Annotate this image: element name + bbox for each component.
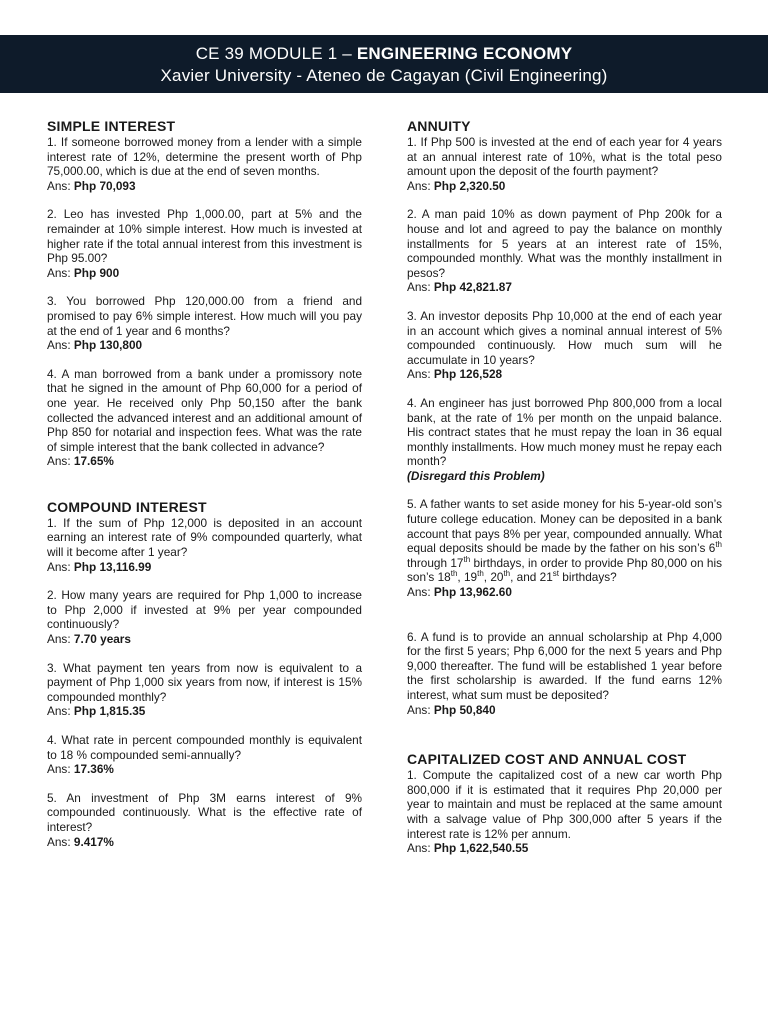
problem-text-part: birthdays, in order to provide Php 80,000 on his son’s 18 — [407, 555, 722, 585]
answer-label: Ans: — [407, 367, 434, 382]
answer-label: Ans: — [47, 834, 74, 849]
answer-value: Php 13,116.99 — [73, 559, 152, 574]
answer-value: 7.70 years — [73, 632, 131, 647]
answer-value: Php 2,320.50 — [433, 178, 506, 193]
answer-label: Ans: — [407, 178, 434, 193]
answer-value: Php 1,815.35 — [73, 704, 146, 719]
answer-value: Php 1,622,540.55 — [433, 841, 529, 856]
section-title-simple-interest: SIMPLE INTEREST — [47, 118, 176, 134]
answer-value: Php 130,800 — [73, 338, 143, 353]
answer-label: Ans: — [407, 585, 434, 600]
problem-text-part: , 19 — [457, 570, 478, 585]
problem-text: 2. How many years are required for Php 1,000 to increase to Php 2,000 if invested at 9% per year compounded continuously? — [47, 588, 362, 632]
problem-text: 1. If Php 500 is invested at the end of each year for 4 years at an annual interest rate of 10%, what is the total peso amount upon the deposit of the fourth payment? — [407, 135, 722, 179]
problem-text: 3. What payment ten years from now is equivalent to a payment of Php 1,000 six years from now, if interest is 15% compounded monthly? — [47, 660, 362, 704]
problem-text: 4. What rate in percent compounded monthly is equivalent to 18 % compounded semi-annually? — [47, 733, 362, 762]
answer-line — [47, 338, 362, 353]
problem-text: 2. A man paid 10% as down payment of Php 200k for a house and lot and agreed to pay the balance on monthly installments for 5 years at an interest rate of 15%, compounded monthly. What was the monthly installment in pesos? — [407, 207, 722, 280]
answer-value: 17.36% — [73, 762, 114, 777]
answer-label: Ans: — [407, 841, 434, 856]
problem-text: 1. If someone borrowed money from a lender with a simple interest rate of 12%, determine the present worth of Php 75,000.00, which is due at the end of seven months. — [47, 135, 362, 179]
answer-line — [407, 703, 722, 718]
answer-value: Php 70,093 — [73, 178, 136, 193]
answer-value: Php 126,528 — [433, 367, 503, 382]
ordinal-suffix: th — [715, 540, 722, 550]
problem-text: 4. An engineer has just borrowed Php 800,000 from a local bank, at the rate of 1% per month on the unpaid balance. His contract states that he must repay the loan in 36 equal monthly installments. How much money must he repay each month? — [407, 395, 722, 469]
problem-text: 5. An investment of Php 3M earns interest of 9% compounded continuously. What is the effective rate of interest? — [47, 790, 362, 834]
header-title-prefix: CE 39 MODULE 1 – — [195, 44, 357, 63]
problem-text: 4. A man borrowed from a bank under a promissory note that he signed in the amount of Php 60,000 for a period of one year. He received only Php 50,150 after the bank collected the advanced interest and an additional amount of Php 850 for notarial and inspection fees. What was the rate of simple interest that the bank collected in advance? — [47, 366, 362, 454]
answer-label: Ans: — [47, 338, 74, 353]
header-subtitle: Xavier University - Ateneo de Cagayan (Civil Engineering) — [160, 66, 608, 85]
answer-line — [47, 835, 362, 850]
answer-value: 9.417% — [73, 834, 114, 849]
answer-line — [407, 585, 722, 600]
answer-line — [47, 632, 362, 647]
problem-text-part: birthdays? — [559, 570, 617, 585]
left-column — [47, 118, 362, 849]
answer-label: Ans: — [407, 702, 434, 717]
answer-value: Php 42,821.87 — [433, 280, 512, 295]
problem-text: 2. Leo has invested Php 1,000.00, part at 5% and the remainder at 10% simple interest. How much is invested at higher rate if the total annual interest from this investment is Php 95.00? — [47, 207, 362, 266]
answer-label: Ans: — [47, 704, 74, 719]
ordinal-suffix: th — [477, 569, 484, 579]
answer-line — [407, 367, 722, 382]
problem-text: 3. An investor deposits Php 10,000 at the end of each year in an account which gives a nominal annual interest of 5% compounded continuously. How much sum will he accumulate in 10 years? — [407, 308, 722, 367]
ordinal-suffix: st — [552, 569, 559, 579]
answer-line — [47, 762, 362, 777]
answer-line — [47, 179, 362, 194]
answer-label: Ans: — [47, 178, 74, 193]
answer-line — [47, 560, 362, 575]
section-title-annuity: ANNUITY — [407, 118, 471, 134]
problem-text-part: , 20 — [483, 570, 504, 585]
answer-line — [47, 454, 362, 469]
problem-text: 3. You borrowed Php 120,000.00 from a friend and promised to pay 6% simple interest. How much will you pay at the end of 1 year and 6 months? — [47, 294, 362, 338]
problem-text: 6. A fund is to provide an annual scholarship at Php 4,000 for the first 5 years; Php 6,000 for the next 5 years and Php 9,000 thereafter. The fund will be established 1 year before the first scholarship is awarded. If the fund earns 12% interest, what sum must be deposited? — [407, 629, 722, 702]
problem-text: 1. If the sum of Php 12,000 is deposited in an account earning an interest rate of 9% compounded quarterly, what will it become after 1 year? — [47, 515, 362, 560]
header-title-bold: ENGINEERING ECONOMY — [356, 44, 573, 63]
disregard-note: (Disregard this Problem) — [407, 468, 545, 483]
answer-value: Php 13,962.60 — [433, 585, 512, 600]
answer-value: 17.65% — [73, 454, 114, 469]
answer-label: Ans: — [47, 762, 74, 777]
problem-text — [407, 497, 722, 585]
answer-line — [407, 841, 722, 856]
answer-label: Ans: — [47, 265, 74, 280]
problem-text-part: through 17 — [407, 555, 464, 570]
answer-line — [47, 266, 362, 281]
right-column — [407, 118, 722, 856]
answer-label: Ans: — [407, 280, 434, 295]
section-title-capitalized-cost: CAPITALIZED COST AND ANNUAL COST — [407, 751, 687, 768]
answer-line — [407, 179, 722, 194]
problem-text: 1. Compute the capitalized cost of a new car worth Php 800,000 if it is estimated that it requires Php 20,000 per year to maintain and must be replaced at the same amount with a salvage value of Php 300,000 after 5 years if the interest rate is 12% per annum. — [407, 768, 722, 841]
header-title — [0, 35, 768, 65]
ordinal-suffix: th — [463, 554, 471, 564]
answer-label: Ans: — [47, 454, 74, 469]
document-header — [0, 35, 768, 93]
problem-text-part: , and 21 — [510, 570, 553, 585]
answer-value: Php 900 — [73, 265, 120, 280]
ordinal-suffix: th — [450, 569, 458, 579]
problem-text-part: 5. A father wants to set aside money for his 5-year-old son’s future college education. Money can be deposited in a bank account that pays 8% per year, compounded annually. What equal deposits should be made by the father on his son’s 6 — [407, 497, 722, 556]
answer-label: Ans: — [47, 632, 74, 647]
answer-label: Ans: — [47, 559, 74, 574]
answer-line — [47, 704, 362, 719]
answer-value: Php 50,840 — [433, 702, 496, 717]
answer-line — [407, 280, 722, 295]
section-title-compound-interest: COMPOUND INTEREST — [47, 498, 207, 515]
ordinal-suffix: th — [503, 569, 511, 579]
